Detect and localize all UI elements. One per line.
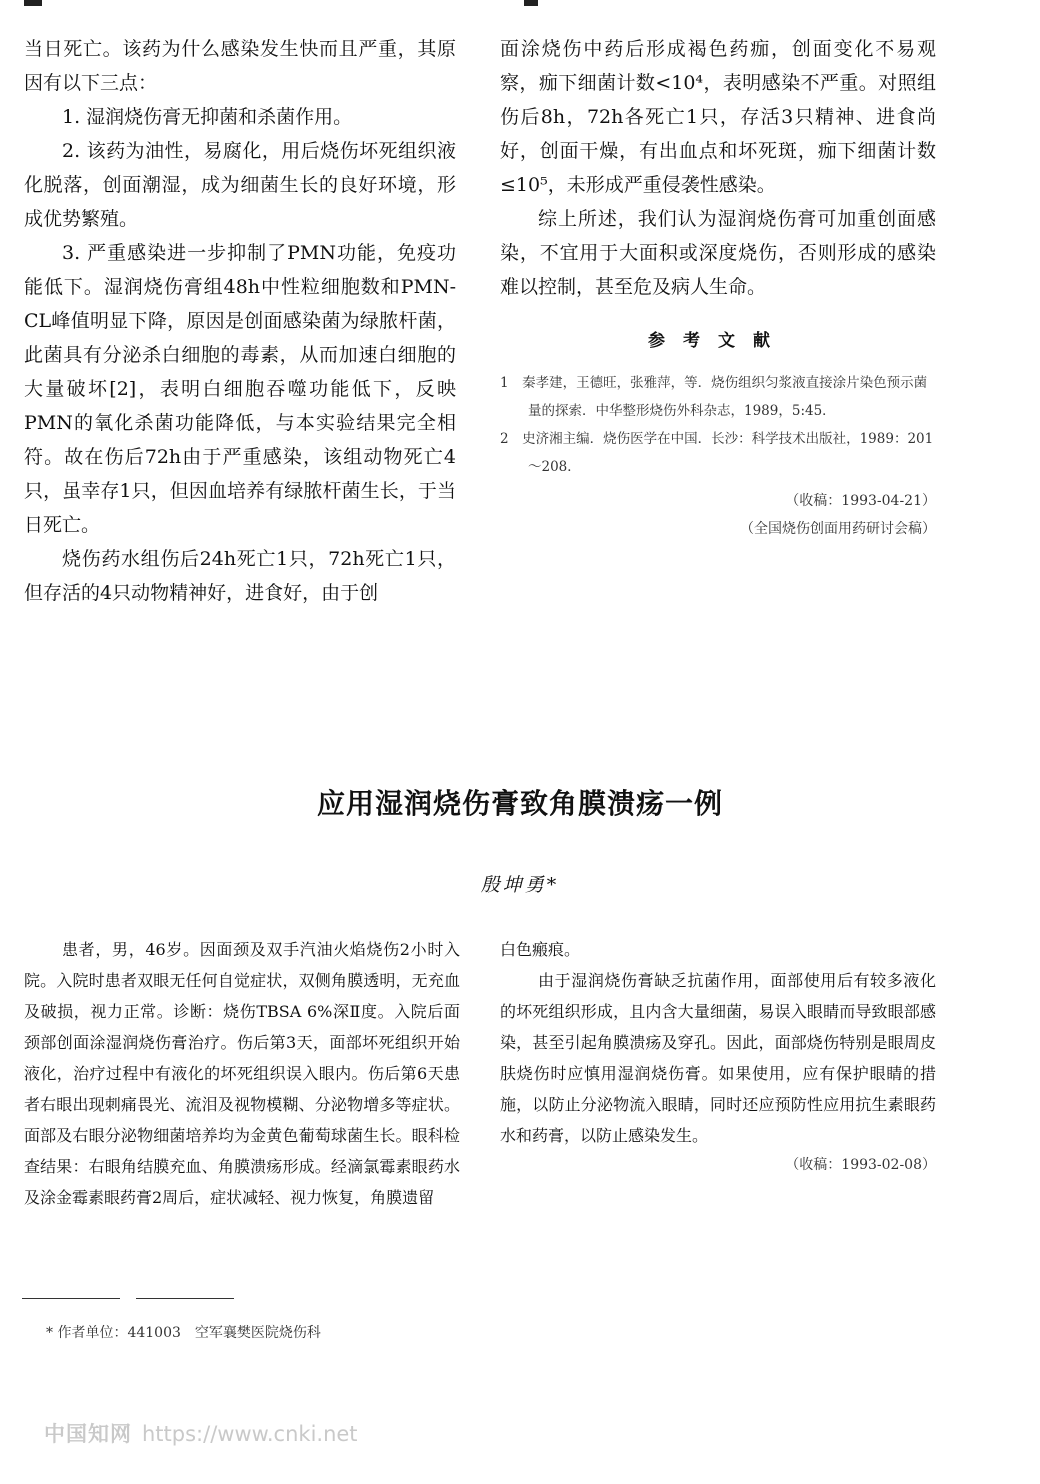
lower-right-column [500, 934, 936, 1179]
paragraph: 综上所述，我们认为湿润烧伤膏可加重创面感染，不宜用于大面积或深度烧伤，否则形成的感染难以控制，甚至危及病人生命。 [500, 208, 936, 298]
paragraph: 当日死亡。该药为什么感染发生快而且严重，其原因有以下三点： [24, 38, 456, 94]
lower-left-column [24, 934, 460, 1213]
author-affiliation-footnote: * 作者单位：441003 空军襄樊医院烧伤科 [46, 1325, 321, 1341]
article-author: 殷坤勇* [480, 874, 560, 896]
received-date: （收稿：1993-04-21） [785, 493, 936, 509]
footnote-rule [22, 1298, 120, 1299]
paragraph: 由于湿润烧伤膏缺乏抗菌作用，面部使用后有较多液化的坏死组织形成，且内含大量细菌，易误入眼睛而导致眼部感染，甚至引起角膜溃疡及穿孔。因此，面部烧伤特别是眼周皮肤烧伤时应慎用湿润烧伤膏。如果使用，应有保护眼睛的措施，以防止分泌物流入眼睛，同时还应预防性应用抗生素眼药水和药膏，以防止感染发生。 [500, 971, 936, 1145]
article-title: 应用湿润烧伤膏致角膜溃疡一例 [316, 787, 723, 820]
cnki-url: https://www.cnki.net [142, 1422, 358, 1446]
source-note: （全国烧伤创面用药研讨会稿） [740, 521, 936, 537]
paragraph: 面涂烧伤中药后形成褐色药痂，创面变化不易观察，痂下细菌计数<10⁴，表明感染不严重。对照组伤后8h，72h各死亡1只，存活3只精神、进食尚好，创面干燥，有出血点和坏死斑，痂下细菌计数≤10⁵，未形成严重侵袭性感染。 [500, 38, 936, 196]
paragraph: 白色瘢痕。 [500, 940, 581, 959]
paragraph: 2. 该药为油性，易腐化，用后烧伤坏死组织液化脱落，创面潮湿，成为细菌生长的良好环境，形成优势繁殖。 [24, 140, 456, 230]
footnote-rule [136, 1298, 234, 1299]
paragraph: 患者，男，46岁。因面颈及双手汽油火焰烧伤2小时入院。入院时患者双眼无任何自觉症状，双侧角膜透明，无充血及破损，视力正常。诊断：烧伤TBSA 6%深Ⅱ度。入院后面颈部创面涂湿润烧伤膏治疗。伤后第3天，面部坏死组织开始液化，治疗过程中有液化的坏死组织误入眼内。伤后第6天患者右眼出现刺痛畏光、流泪及视物模糊、分泌物增多等症状。面部及右眼分泌物细菌培养均为金黄色葡萄球菌生长。眼科检查结果：右眼角结膜充血、角膜溃疡形成。经滴氯霉素眼药水及涂金霉素眼药膏2周后，症状减轻、视力恢复，角膜遗留 [24, 940, 460, 1207]
upper-left-column [24, 32, 456, 610]
upper-right-column [500, 32, 936, 543]
cnki-watermark [44, 1418, 358, 1448]
reference-item: 2 史济湘主编．烧伤医学在中国．长沙：科学技术出版社，1989：201～208． [500, 431, 934, 475]
received-date: （收稿：1993-02-08） [785, 1157, 936, 1173]
references-heading: 参考文献 [648, 331, 788, 351]
paragraph: 1. 湿润烧伤膏无抑菌和杀菌作用。 [62, 106, 353, 128]
paragraph: 3. 严重感染进一步抑制了PMN功能，免疫功能低下。湿润烧伤膏组48h中性粒细胞数和PMN-CL峰值明显下降，原因是创面感染菌为绿脓杆菌，此菌具有分泌杀白细胞的毒素，从而加速白细胞的大量破坏[2]，表明白细胞吞噬功能低下，反映PMN的氧化杀菌功能降低，与本实验结果完全相符。故在伤后72h由于严重感染，该组动物死亡4只，虽幸存1只，但因血培养有绿脓杆菌生长，于当日死亡。 [24, 242, 456, 536]
top-edge-mark-right [524, 0, 538, 6]
reference-item: 1 秦孝建，王德旺，张雅萍，等．烧伤组织匀浆液直接涂片染色预示菌量的探索．中华整形烧伤外科杂志，1989，5:45． [500, 375, 928, 419]
cnki-logo: 中国知网 [44, 1422, 132, 1446]
paragraph: 烧伤药水组伤后24h死亡1只，72h死亡1只，但存活的4只动物精神好，进食好，由于创 [24, 548, 456, 604]
top-edge-mark-left [24, 0, 42, 6]
